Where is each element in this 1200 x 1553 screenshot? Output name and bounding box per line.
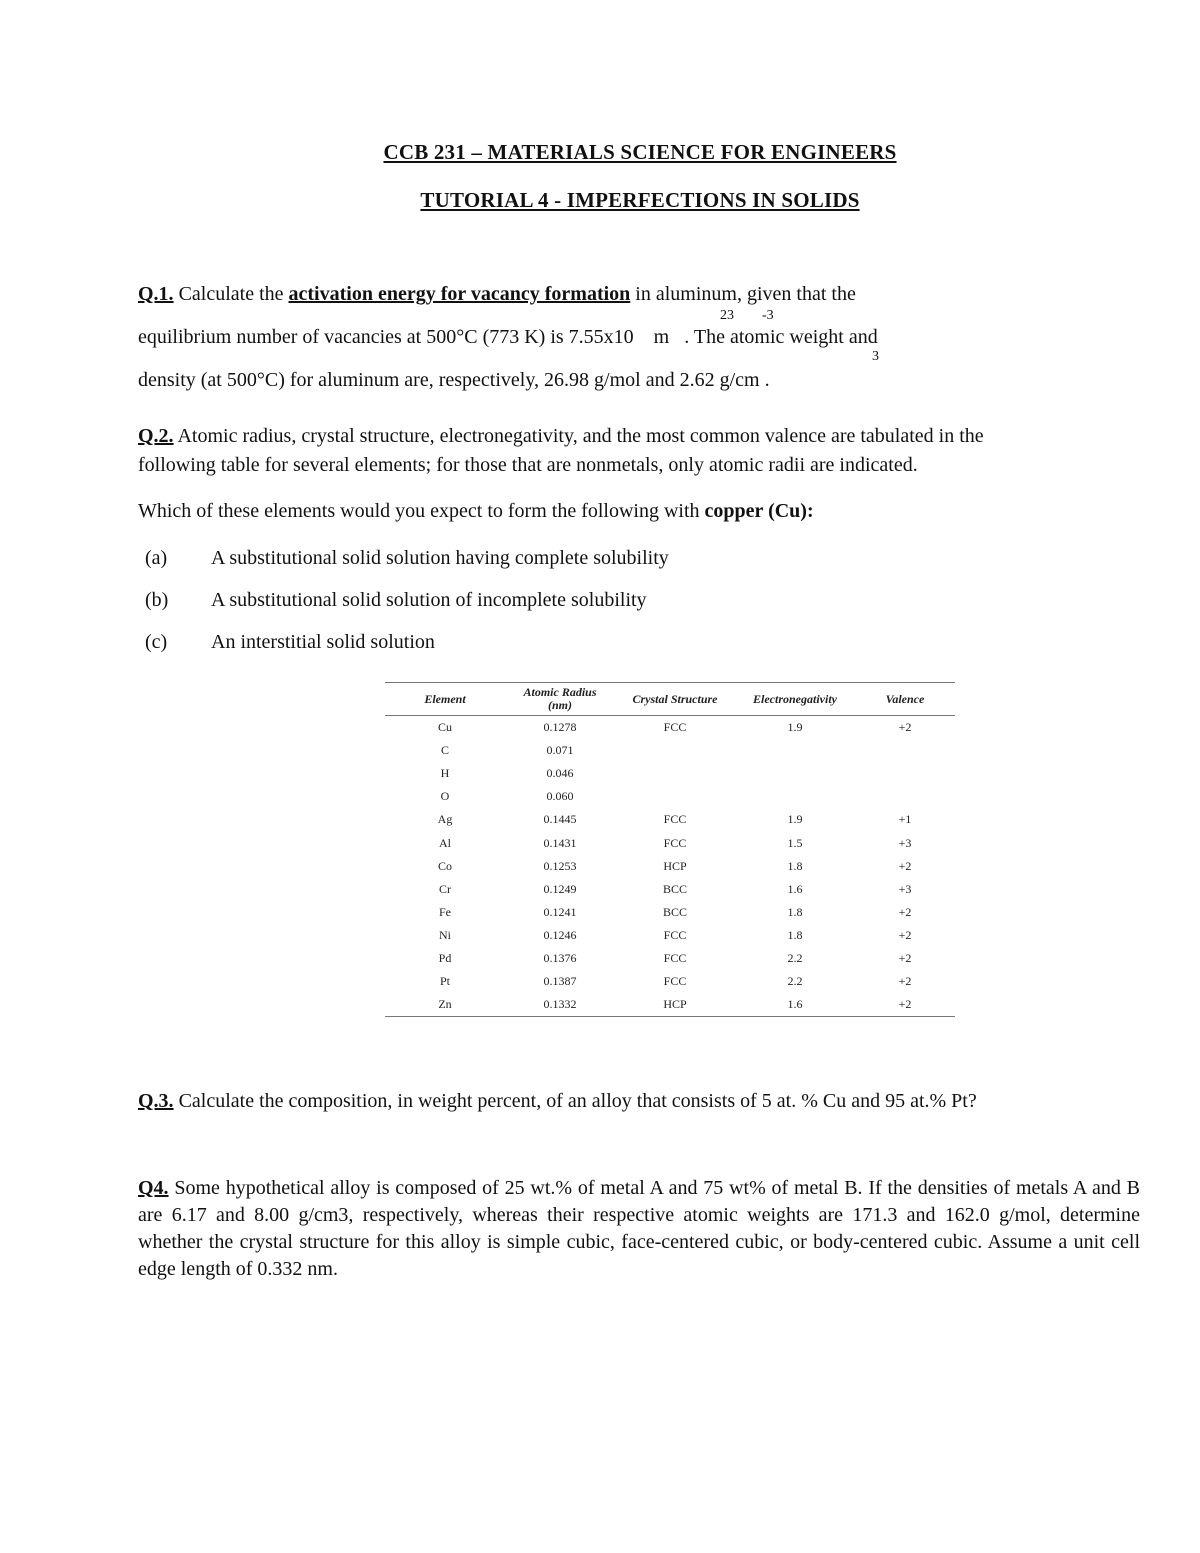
q2-item-a-text: A substitutional solid solution having complete solubility <box>211 547 669 569</box>
q2-copper: copper (Cu): <box>704 500 814 522</box>
cell-valence <box>855 785 955 808</box>
cell-crystal-structure: HCP <box>615 993 735 1017</box>
q2-line-1 <box>138 424 984 448</box>
q2-item-c-mark: (c) <box>145 631 168 653</box>
cell-crystal-structure: FCC <box>663 835 687 850</box>
q2-item-c <box>145 630 435 654</box>
table-row <box>385 947 955 970</box>
cell-atomic-radius: 0.1387 <box>543 974 577 989</box>
q1-line-1 <box>138 282 856 306</box>
cell-element: Co <box>437 858 452 873</box>
cell-element: Zn <box>385 993 505 1017</box>
header-crystal-structure: Crystal Structure <box>615 683 735 716</box>
cell-atomic-radius: 0.1241 <box>543 904 577 919</box>
q2-line-3 <box>138 499 814 523</box>
cell-atomic-radius: 0.1445 <box>543 812 577 827</box>
q1-label: Q.1. <box>138 283 174 305</box>
cell-crystal-structure: FCC <box>663 720 687 735</box>
course-title: CCB 231 – MATERIALS SCIENCE FOR ENGINEERS <box>383 140 897 164</box>
table-row <box>385 831 955 854</box>
table-row <box>385 739 955 762</box>
q2-text-3: Which of these elements would you expect to form the following with <box>138 500 705 522</box>
table-header-row <box>385 683 955 716</box>
cell-valence: +2 <box>855 993 955 1017</box>
q3-text: Calculate the composition, in weight percent, of an alloy that consists of 5 at. % Cu and 95 at.% Pt? <box>173 1090 977 1112</box>
table-row <box>385 808 955 831</box>
cell-crystal-structure: FCC <box>663 950 687 965</box>
cell-electronegativity: 1.9 <box>787 812 803 827</box>
cell-element: Cu <box>437 720 452 735</box>
cell-crystal-structure: FCC <box>663 812 687 827</box>
cell-electronegativity: 2.2 <box>787 950 803 965</box>
q2-item-c-text: An interstitial solid solution <box>211 631 435 653</box>
cell-atomic-radius: 0.060 <box>546 789 574 804</box>
q4-paragraph <box>138 1175 1140 1283</box>
cell-crystal-structure <box>615 739 735 762</box>
q1-line-2: equilibrium number of vacancies at 500°C (773 K) is 7.55x10 m . The atomic weight and <box>138 326 878 348</box>
cell-valence: +3 <box>898 881 912 896</box>
q2-item-a-mark: (a) <box>145 547 168 569</box>
q2-line-2: following table for several elements; for those that are nonmetals, only atomic radii are indicated. <box>138 454 918 476</box>
cell-valence: +3 <box>898 835 912 850</box>
header-valence: Valence <box>855 683 955 716</box>
cell-element: Pd <box>438 950 452 965</box>
cell-electronegativity: 1.8 <box>787 904 803 919</box>
cell-crystal-structure: FCC <box>663 974 687 989</box>
q2-item-b-mark: (b) <box>145 589 169 611</box>
cell-element: C <box>440 743 449 758</box>
element-properties-table <box>385 682 955 1017</box>
cell-element: Ag <box>437 812 453 827</box>
cell-atomic-radius: 0.1332 <box>505 993 615 1017</box>
q3-label: Q.3. <box>138 1090 174 1112</box>
cell-electronegativity: 1.8 <box>787 927 803 942</box>
cell-electronegativity: 1.5 <box>787 835 803 850</box>
q4-label: Q4. <box>138 1177 169 1199</box>
table-row <box>385 855 955 878</box>
header-element: Element <box>385 683 505 716</box>
cell-crystal-structure: BCC <box>662 904 687 919</box>
q4-text: Some hypothetical alloy is composed of 25 wt.% of metal A and 75 wt% of metal B. If the densities of metals A and B are 6.17 and 8.00 g/cm3, respectively, whereas their respective atomic weights are 171.3 and 162.0 g/mol, determine whether the crystal structure for this alloy is simple cubic, face-centered cubic, or body-centered cubic. Assume a unit cell edge length of 0.332 nm. <box>138 1177 1140 1280</box>
cell-element: Pt <box>439 974 450 989</box>
cell-crystal-structure <box>615 762 735 785</box>
cell-electronegativity: 1.9 <box>787 720 803 735</box>
cell-valence: +2 <box>898 858 912 873</box>
table-row <box>385 878 955 901</box>
q2-label: Q.2. <box>138 425 174 447</box>
q1-line-3: density (at 500°C) for aluminum are, respectively, 26.98 g/mol and 2.62 g/cm . <box>138 369 770 391</box>
cell-electronegativity: 2.2 <box>787 974 803 989</box>
q1-text-a: Calculate the <box>173 283 289 305</box>
table-row <box>385 970 955 993</box>
cell-element: H <box>440 766 450 781</box>
cell-atomic-radius: 0.071 <box>546 743 574 758</box>
cell-valence: +2 <box>898 927 912 942</box>
table-row <box>385 716 955 740</box>
cell-electronegativity: 1.6 <box>787 881 803 896</box>
cell-atomic-radius: 0.1253 <box>543 858 577 873</box>
q2-item-b-text: A substitutional solid solution of incomplete solubility <box>211 589 647 611</box>
tutorial-title: TUTORIAL 4 - IMPERFECTIONS IN SOLIDS <box>420 188 860 212</box>
q1-exponent-3: 3 <box>872 349 879 364</box>
q2-item-a <box>145 546 669 570</box>
cell-crystal-structure: FCC <box>663 927 687 942</box>
cell-electronegativity <box>735 785 855 808</box>
q1-text-b: in aluminum, given that the <box>630 283 856 305</box>
cell-electronegativity: 1.8 <box>787 858 803 873</box>
cell-crystal-structure: HCP <box>663 858 687 873</box>
q3-line <box>138 1089 977 1113</box>
cell-valence: +2 <box>898 974 912 989</box>
cell-atomic-radius: 0.1278 <box>543 720 577 735</box>
cell-atomic-radius: 0.1249 <box>543 881 577 896</box>
table-row <box>385 785 955 808</box>
cell-crystal-structure: BCC <box>662 881 687 896</box>
cell-atomic-radius: 0.1246 <box>543 927 577 942</box>
table-row <box>385 924 955 947</box>
header-atomic-radius: Atomic Radius (nm) <box>505 683 615 716</box>
cell-valence: +2 <box>898 904 912 919</box>
cell-atomic-radius: 0.1376 <box>543 950 577 965</box>
cell-atomic-radius: 0.046 <box>546 766 574 781</box>
cell-electronegativity <box>735 762 855 785</box>
cell-atomic-radius: 0.1431 <box>543 835 577 850</box>
cell-valence: +1 <box>898 812 912 827</box>
q1-key-term: activation energy for vacancy formation <box>288 283 631 305</box>
cell-valence <box>855 739 955 762</box>
cell-element: Fe <box>439 904 451 919</box>
q2-text-1: Atomic radius, crystal structure, electronegativity, and the most common valence are tabulated in the <box>173 425 984 447</box>
cell-element: O <box>440 789 450 804</box>
cell-valence <box>855 762 955 785</box>
cell-valence: +2 <box>898 950 912 965</box>
cell-element: Cr <box>439 881 451 896</box>
q1-exponent-minus3: -3 <box>762 308 774 323</box>
cell-element: Al <box>439 835 451 850</box>
cell-crystal-structure <box>615 785 735 808</box>
table-row <box>385 901 955 924</box>
q1-exponent-23: 23 <box>720 308 734 323</box>
header-electronegativity: Electronegativity <box>735 683 855 716</box>
table-row <box>385 762 955 785</box>
cell-electronegativity <box>735 739 855 762</box>
table-row <box>385 993 955 1017</box>
cell-element: Ni <box>439 927 451 942</box>
q2-item-b <box>145 588 647 612</box>
table-body <box>385 716 955 1017</box>
cell-valence: +2 <box>898 720 912 735</box>
cell-electronegativity: 1.6 <box>735 993 855 1017</box>
